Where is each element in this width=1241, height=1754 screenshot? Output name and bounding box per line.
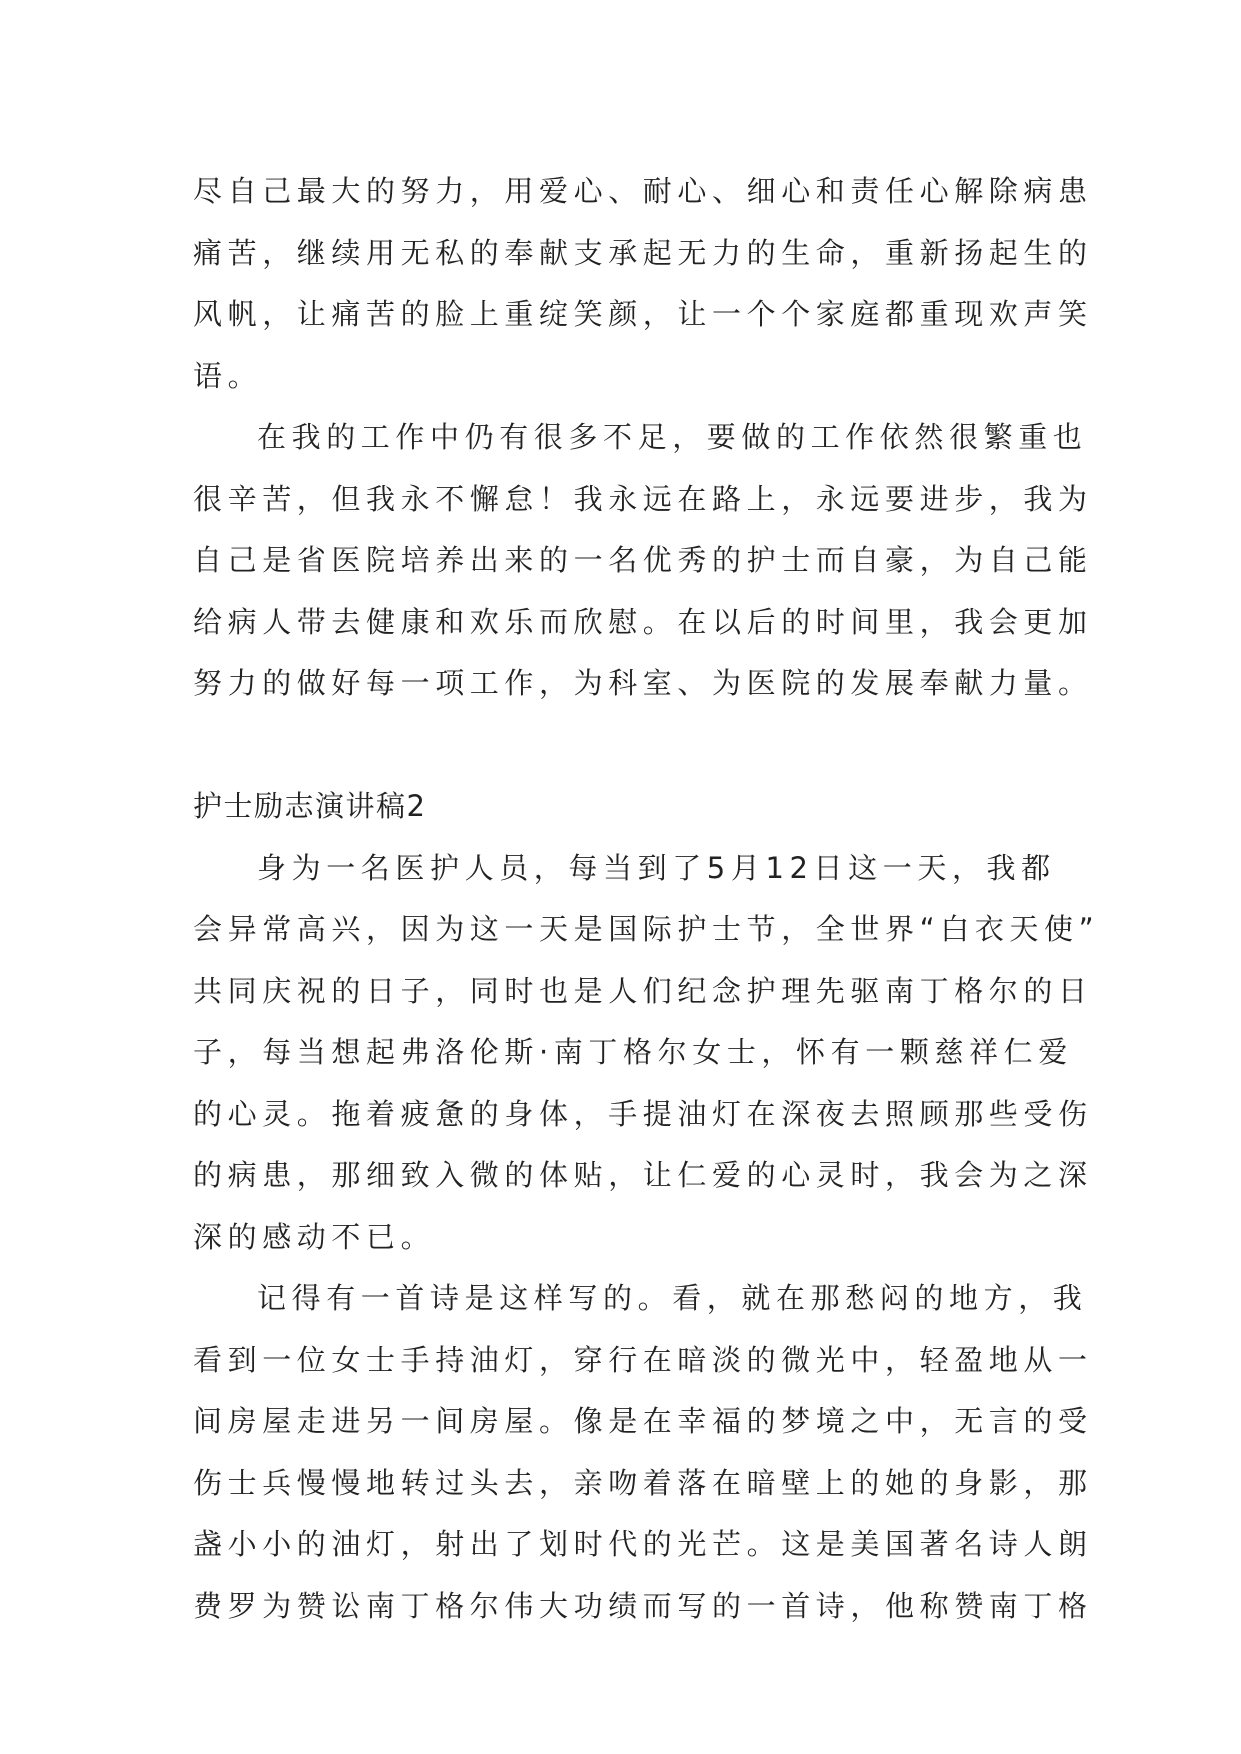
text-line: 给病人带去健康和欢乐而欣慰。在以后的时间里，我会更加 <box>193 604 1093 639</box>
text-line: 看到一位女士手持油灯，穿行在暗淡的微光中，轻盈地从一 <box>193 1342 1093 1377</box>
paragraph-4 <box>193 1268 1093 1637</box>
document-body <box>193 161 1100 1637</box>
text-line: 在我的工作中仍有很多不足，要做的工作依然很繁重也 <box>257 420 1088 454</box>
section-heading: 护士励志演讲稿2 <box>193 789 427 823</box>
text-line: 的心灵。拖着疲惫的身体，手提油灯在深夜去照顾那些受伤 <box>193 1096 1093 1131</box>
paragraph-1 <box>193 161 1093 407</box>
text-line: 身为一名医护人员，每当到了5月12日这一天，我都 <box>257 850 1056 885</box>
text-line: 盏小小的油灯，射出了划时代的光芒。这是美国著名诗人朗 <box>193 1527 1093 1561</box>
text-line: 的病患，那细致入微的体贴，让仁爱的心灵时，我会为之深 <box>193 1158 1093 1192</box>
text-line: 痛苦，继续用无私的奉献支承起无力的生命，重新扬起生的 <box>193 235 1093 270</box>
text-line: 深的感动不已。 <box>193 1219 436 1254</box>
section-spacer <box>193 715 1073 777</box>
text-line: 风帆，让痛苦的脸上重绽笑颜，让一个个家庭都重现欢声笑 <box>193 297 1093 331</box>
text-line: 费罗为赞讼南丁格尔伟大功绩而写的一首诗，他称赞南丁格 <box>193 1588 1093 1623</box>
paragraph-2 <box>193 407 1093 715</box>
text-line: 语。 <box>193 358 263 393</box>
text-line: 会异常高兴，因为这一天是国际护士节，全世界“白衣天使” <box>193 912 1100 946</box>
text-line: 间房屋走进另一间房屋。像是在幸福的梦境之中，无言的受 <box>193 1404 1093 1438</box>
text-line: 共同庆祝的日子，同时也是人们纪念护理先驱南丁格尔的日 <box>193 973 1093 1008</box>
paragraph-3 <box>193 838 1100 1269</box>
text-line: 很辛苦，但我永不懈怠！我永远在路上，永远要进步，我为 <box>193 481 1093 516</box>
text-line: 子，每当想起弗洛伦斯·南丁格尔女士，怀有一颗慈祥仁爱 <box>193 1035 1073 1069</box>
text-line: 尽自己最大的努力，用爱心、耐心、细心和责任心解除病患 <box>193 174 1093 208</box>
text-line: 伤士兵慢慢地转过头去，亲吻着落在暗壁上的她的身影，那 <box>193 1465 1093 1500</box>
text-line: 自己是省医院培养出来的一名优秀的护士而自豪，为自己能 <box>193 543 1093 577</box>
text-line: 记得有一首诗是这样写的。看，就在那愁闷的地方，我 <box>257 1281 1088 1315</box>
text-line: 努力的做好每一项工作，为科室、为医院的发展奉献力量。 <box>193 666 1093 700</box>
